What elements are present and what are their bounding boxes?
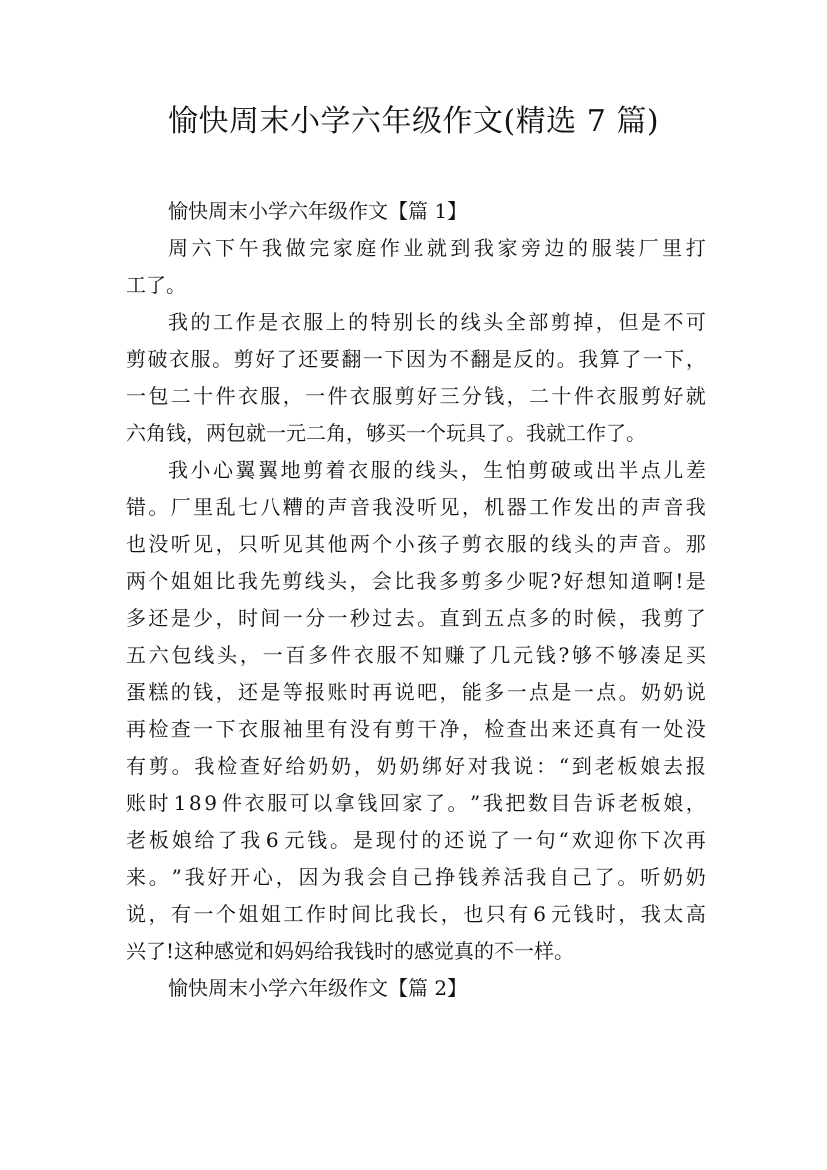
paragraph-line: 老 板 娘 给 了 我 6 元 钱 。 是 现 付 的 还 说 了 一 句 “ 欢 迎 你 下 次 再 <box>126 828 706 852</box>
paragraph-line: 一 包 二 十 件 衣 服 ， 一 件 衣 服 剪 好 三 分 钱 ， 二 十 件 衣 服 剪 好 就 <box>126 384 706 408</box>
paragraph-line: 五 六 包 线 头 ， 一 百 多 件 衣 服 不 知 赚 了 几 元 钱 ? 够 不 够 凑 足 买 <box>126 643 706 667</box>
section-heading: 愉快周末小学六年级作文【篇 2】 <box>168 976 468 1000</box>
document-body <box>126 193 706 1007</box>
paragraph-line: 六角钱，两包就一元二角，够买一个玩具了。我就工作了。 <box>126 421 646 445</box>
paragraph-line: 多 还 是 少 ， 时 间 一 分 一 秒 过 去 。 直 到 五 点 多 的 时 候 ， 我 剪 了 <box>126 606 706 630</box>
paragraph-line: 来 。 ” 我 好 开 心 ， 因 为 我 会 自 己 挣 钱 养 活 我 自 己 了 。 听 奶 奶 <box>126 865 706 889</box>
paragraph-line: 账 时 1 8 9 件 衣 服 可 以 拿 钱 回 家 了 。 ” 我 把 数 目 告 诉 老 板 娘 ， <box>126 791 706 815</box>
paragraph-line: 说 ， 有 一 个 姐 姐 工 作 时 间 比 我 长 ， 也 只 有 6 元 钱 时 ， 我 太 高 <box>126 902 706 926</box>
paragraph-line: 我 小 心 翼 翼 地 剪 着 衣 服 的 线 头 ， 生 怕 剪 破 或 出 半 点 儿 差 <box>168 458 706 482</box>
paragraph-line: 再 检 查 一 下 衣 服 袖 里 有 没 有 剪 干 净 ， 检 查 出 来 还 真 有 一 处 没 <box>126 717 706 741</box>
document-title: 愉快周末小学六年级作文(精选 7 篇) <box>167 104 660 139</box>
paragraph-line: 也 没 听 见 ， 只 听 见 其 他 两 个 小 孩 子 剪 衣 服 的 线 头 的 声 音 。 那 <box>126 532 706 556</box>
paragraph-line: 我 的 工 作 是 衣 服 上 的 特 别 长 的 线 头 全 部 剪 掉 ， 但 是 不 可 <box>168 310 706 334</box>
paragraph-line: 工了。 <box>126 273 186 297</box>
paragraph-line: 蛋 糕 的 钱 ， 还 是 等 报 账 时 再 说 吧 ， 能 多 一 点 是 一 点 。 奶 奶 说 <box>126 680 706 704</box>
paragraph-line: 兴了!这种感觉和妈妈给我钱时的感觉真的不一样。 <box>126 939 575 963</box>
paragraph-line: 剪 破 衣 服 。 剪 好 了 还 要 翻 一 下 因 为 不 翻 是 反 的 。 我 算 了 一 下 ， <box>126 347 706 371</box>
paragraph-line: 周 六 下 午 我 做 完 家 庭 作 业 就 到 我 家 旁 边 的 服 装 厂 里 打 <box>168 236 706 260</box>
paragraph-line: 错 。 厂 里 乱 七 八 糟 的 声 音 我 没 听 见 ， 机 器 工 作 发 出 的 声 音 我 <box>126 495 706 519</box>
paragraph-line: 有 剪 。 我 检 查 好 给 奶 奶 ， 奶 奶 绑 好 对 我 说 ： “ 到 老 板 娘 去 报 <box>126 754 706 778</box>
paragraph-line: 两 个 姐 姐 比 我 先 剪 线 头 ， 会 比 我 多 剪 多 少 呢 ? 好 想 知 道 啊 ! 是 <box>126 569 706 593</box>
section-heading: 愉快周末小学六年级作文【篇 1】 <box>168 199 468 223</box>
